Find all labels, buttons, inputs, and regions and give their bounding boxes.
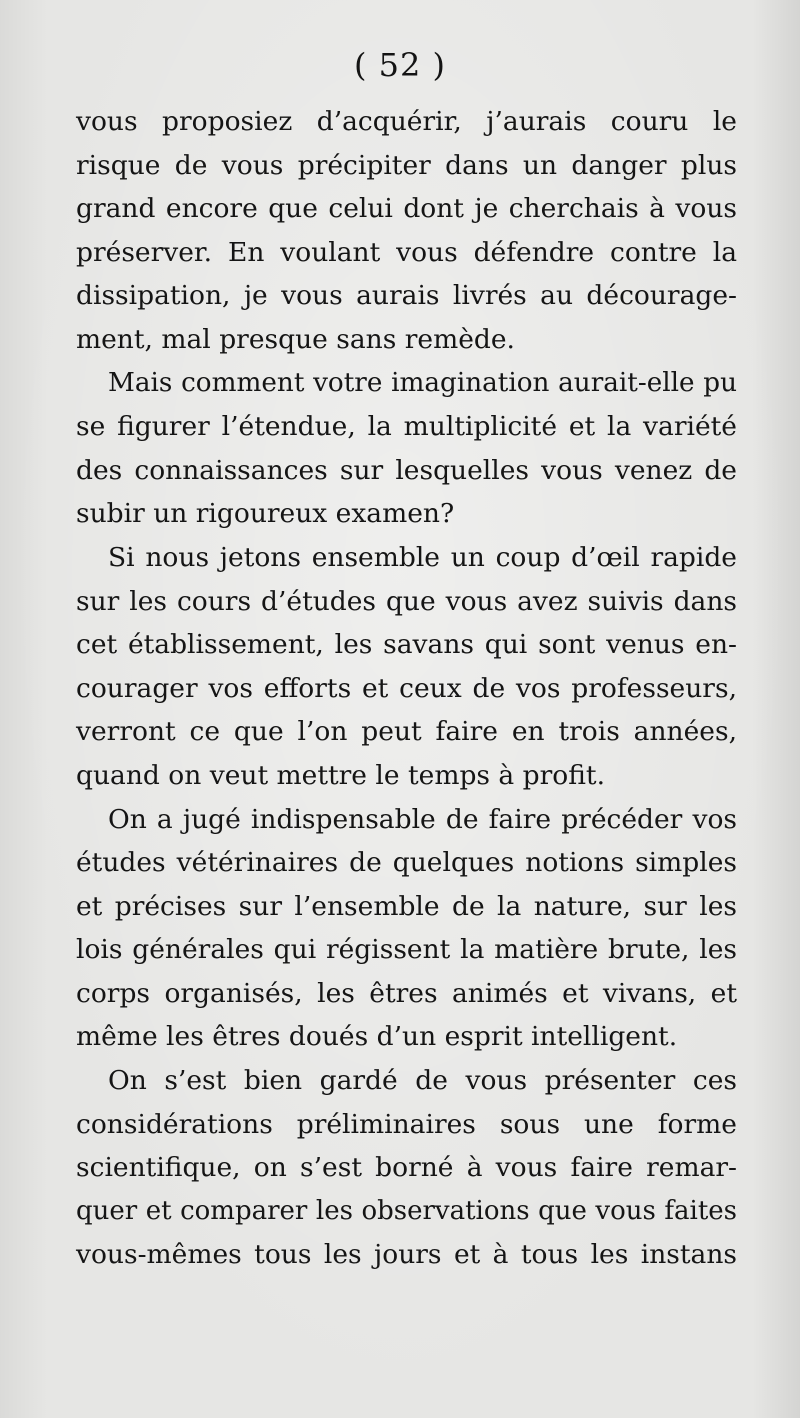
text-line: subir un rigoureux examen? xyxy=(76,498,455,530)
text-line: ment, mal presque sans remède. xyxy=(76,323,515,355)
text-line: et précises sur l’ensemble de la nature, sur les xyxy=(76,890,737,922)
body-text xyxy=(76,100,737,1277)
text-line: dissipation, je vous aurais livrés au décourage- xyxy=(76,280,737,312)
text-line: quer et comparer les observations que vous faites xyxy=(76,1195,737,1226)
text-line: vous proposiez d’acquérir, j’aurais couru le xyxy=(76,106,737,137)
text-line: considérations préliminaires sous une forme xyxy=(76,1108,737,1140)
text-line: sur les cours d’études que vous avez suivis dans xyxy=(76,585,737,617)
page-number: ( 52 ) xyxy=(353,46,447,84)
text-line: se figurer l’étendue, la multiplicité et la variété xyxy=(76,411,737,443)
text-line: même les êtres doués d’un esprit intelligent. xyxy=(76,1021,678,1053)
text-line: cet établissement, les savans qui sont venus en- xyxy=(76,629,737,661)
text-line: On a jugé indispensable de faire précéder vos xyxy=(108,803,737,835)
text-line: lois générales qui régissent la matière brute, les xyxy=(76,934,737,966)
text-line: courager vos efforts et ceux de vos professeurs, xyxy=(76,672,737,704)
text-line: scientifique, on s’est borné à vous faire remar- xyxy=(76,1152,737,1184)
text-line: études vétérinaires de quelques notions simples xyxy=(76,847,737,879)
text-line: des connaissances sur lesquelles vous venez de xyxy=(76,454,737,486)
text-line: risque de vous précipiter dans un danger plus xyxy=(76,149,737,181)
text-line: préserver. En voulant vous défendre contre la xyxy=(76,236,737,268)
text-line: Mais comment votre imagination aurait-elle pu xyxy=(108,367,737,398)
text-line: vous-mêmes tous les jours et à tous les instans xyxy=(76,1239,737,1271)
text-line: verront ce que l’on peut faire en trois années, xyxy=(76,716,737,748)
text-line: quand on veut mettre le temps à profit. xyxy=(76,759,605,791)
text-line: corps organisés, les êtres animés et vivans, et xyxy=(76,977,737,1009)
text-line: Si nous jetons ensemble un coup d’œil rapide xyxy=(108,541,737,573)
text-line: On s’est bien gardé de vous présenter ces xyxy=(108,1065,737,1097)
text-line: grand encore que celui dont je cherchais à vous xyxy=(76,193,737,225)
